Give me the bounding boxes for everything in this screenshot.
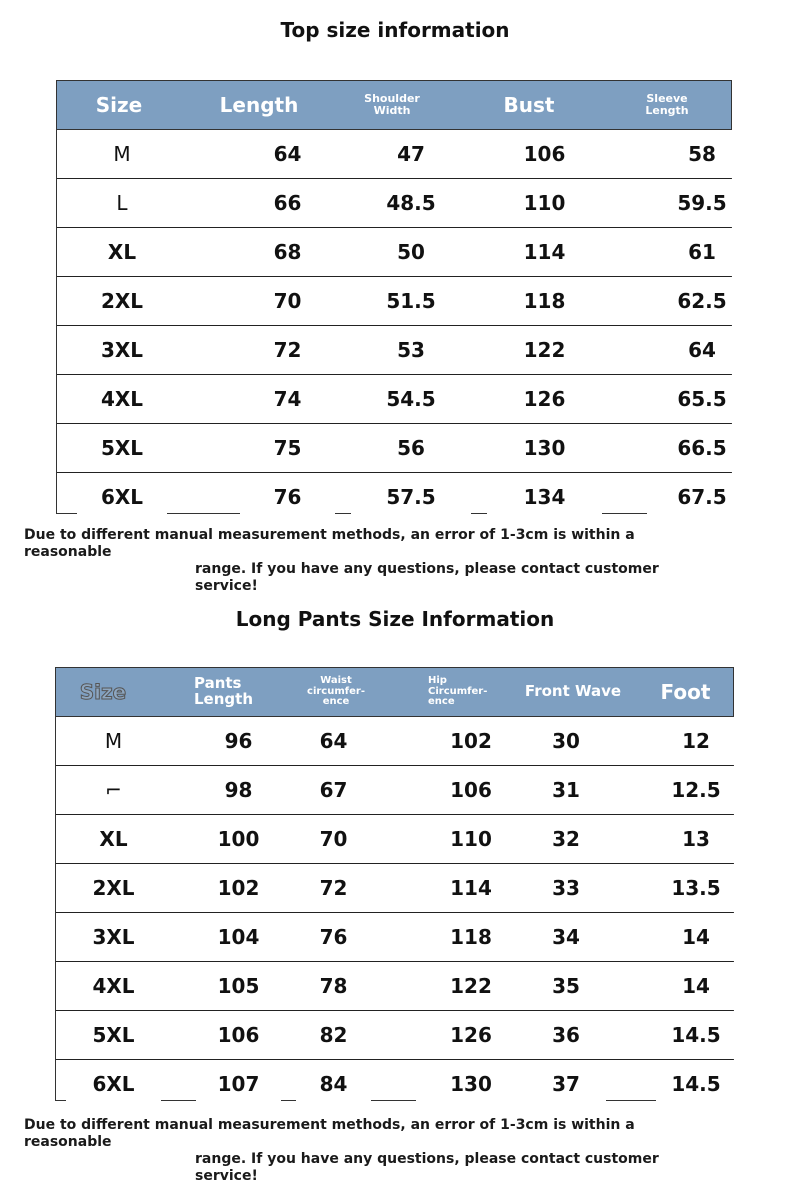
table-row: [56, 962, 733, 1011]
value-cell: 12.5: [656, 766, 736, 814]
table-row: [56, 864, 733, 913]
value-cell: 100: [196, 815, 281, 863]
value-cell: 82: [296, 1011, 371, 1059]
value-cell: 76: [240, 473, 335, 521]
value-cell: 66.5: [647, 424, 757, 472]
table-row: [57, 130, 731, 179]
value-cell: 98: [196, 766, 281, 814]
value-cell: 47: [351, 130, 471, 178]
value-cell: 102: [416, 717, 526, 765]
pants-note-line1: Due to different manual measurement methods, an error of 1-3cm is within a reasonable: [24, 1117, 635, 1150]
header-size: Size: [79, 679, 127, 704]
value-cell: 72: [240, 326, 335, 374]
header-pants-length: Pants Length: [194, 674, 253, 708]
value-cell: 126: [487, 375, 602, 423]
value-cell: 118: [416, 913, 526, 961]
top-note-line1: Due to different manual measurement methods, an error of 1-3cm is within a reasonable: [24, 527, 635, 560]
size-cell: XL: [66, 815, 161, 863]
value-cell: 37: [526, 1060, 606, 1108]
top-note-line2: range. If you have any questions, please contact customer service!: [195, 561, 659, 594]
value-cell: 130: [416, 1060, 526, 1108]
value-cell: 96: [196, 717, 281, 765]
value-cell: 74: [240, 375, 335, 423]
value-cell: 57.5: [351, 473, 471, 521]
value-cell: 106: [487, 130, 602, 178]
header-size: Size: [95, 92, 143, 117]
pants-size-table: [55, 667, 734, 1101]
value-cell: 67: [296, 766, 371, 814]
value-cell: 122: [416, 962, 526, 1010]
table-row: [57, 277, 731, 326]
size-cell: 4XL: [66, 962, 161, 1010]
top-table-body: [57, 130, 731, 521]
value-cell: 68: [240, 228, 335, 276]
value-cell: 58: [647, 130, 757, 178]
value-cell: 65.5: [647, 375, 757, 423]
value-cell: 56: [351, 424, 471, 472]
table-row: [56, 1011, 733, 1060]
value-cell: 134: [487, 473, 602, 521]
header-front-wave: Front Wave: [524, 682, 622, 701]
value-cell: 36: [526, 1011, 606, 1059]
header-shoulder-width: Shoulder Width: [364, 92, 420, 117]
pants-title: Long Pants Size Information: [235, 607, 555, 631]
value-cell: 34: [526, 913, 606, 961]
table-row: [56, 1060, 733, 1108]
value-cell: 122: [487, 326, 602, 374]
size-cell: 5XL: [66, 1011, 161, 1059]
value-cell: 106: [196, 1011, 281, 1059]
size-cell: 3XL: [77, 326, 167, 374]
value-cell: 78: [296, 962, 371, 1010]
value-cell: 13: [656, 815, 736, 863]
value-cell: 114: [487, 228, 602, 276]
value-cell: 53: [351, 326, 471, 374]
value-cell: 84: [296, 1060, 371, 1108]
value-cell: 35: [526, 962, 606, 1010]
size-cell: M: [77, 130, 167, 178]
value-cell: 54.5: [351, 375, 471, 423]
value-cell: 14: [656, 913, 736, 961]
value-cell: 59.5: [647, 179, 757, 227]
value-cell: 31: [526, 766, 606, 814]
size-cell: 4XL: [77, 375, 167, 423]
value-cell: 114: [416, 864, 526, 912]
header-foot: Foot: [660, 679, 711, 704]
table-row: [57, 228, 731, 277]
size-cell: XL: [77, 228, 167, 276]
value-cell: 105: [196, 962, 281, 1010]
value-cell: 50: [351, 228, 471, 276]
value-cell: 110: [416, 815, 526, 863]
top-table-header: [57, 81, 731, 130]
value-cell: 106: [416, 766, 526, 814]
value-cell: 64: [296, 717, 371, 765]
table-row: [57, 473, 731, 521]
size-cell: ⌐: [66, 766, 161, 814]
value-cell: 64: [240, 130, 335, 178]
value-cell: 51.5: [351, 277, 471, 325]
pants-table-body: [56, 717, 733, 1108]
value-cell: 72: [296, 864, 371, 912]
value-cell: 107: [196, 1060, 281, 1108]
value-cell: 12: [656, 717, 736, 765]
header-length: Length: [219, 92, 299, 117]
table-row: [57, 179, 731, 228]
value-cell: 30: [526, 717, 606, 765]
table-row: [56, 815, 733, 864]
value-cell: 66: [240, 179, 335, 227]
size-cell: M: [66, 717, 161, 765]
table-row: [57, 375, 731, 424]
table-row: [56, 717, 733, 766]
table-row: [57, 424, 731, 473]
pants-table-header: [56, 668, 733, 717]
value-cell: 14: [656, 962, 736, 1010]
value-cell: 62.5: [647, 277, 757, 325]
pants-note: [24, 1117, 724, 1185]
size-cell: 6XL: [77, 473, 167, 521]
table-row: [57, 326, 731, 375]
pants-note-line2: range. If you have any questions, please contact customer service!: [195, 1151, 659, 1184]
table-row: [56, 766, 733, 815]
value-cell: 67.5: [647, 473, 757, 521]
value-cell: 70: [240, 277, 335, 325]
value-cell: 118: [487, 277, 602, 325]
value-cell: 14.5: [656, 1011, 736, 1059]
value-cell: 70: [296, 815, 371, 863]
value-cell: 14.5: [656, 1060, 736, 1108]
value-cell: 102: [196, 864, 281, 912]
top-note: [24, 527, 724, 595]
value-cell: 130: [487, 424, 602, 472]
size-cell: 2XL: [66, 864, 161, 912]
size-cell: 6XL: [66, 1060, 161, 1108]
table-row: [56, 913, 733, 962]
header-sleeve-length: Sleeve Length: [645, 92, 689, 117]
value-cell: 126: [416, 1011, 526, 1059]
value-cell: 33: [526, 864, 606, 912]
size-cell: L: [77, 179, 167, 227]
size-cell: 3XL: [66, 913, 161, 961]
size-cell: 2XL: [77, 277, 167, 325]
value-cell: 13.5: [656, 864, 736, 912]
value-cell: 76: [296, 913, 371, 961]
top-title: Top size information: [280, 18, 510, 42]
value-cell: 61: [647, 228, 757, 276]
header-waist: Waist circumfer- ence: [307, 675, 365, 708]
value-cell: 110: [487, 179, 602, 227]
header-bust: Bust: [503, 92, 555, 117]
value-cell: 32: [526, 815, 606, 863]
value-cell: 104: [196, 913, 281, 961]
header-hip: Hip Circumfer- ence: [428, 675, 488, 708]
value-cell: 64: [647, 326, 757, 374]
size-cell: 5XL: [77, 424, 167, 472]
top-size-table: [56, 80, 732, 514]
value-cell: 48.5: [351, 179, 471, 227]
value-cell: 75: [240, 424, 335, 472]
